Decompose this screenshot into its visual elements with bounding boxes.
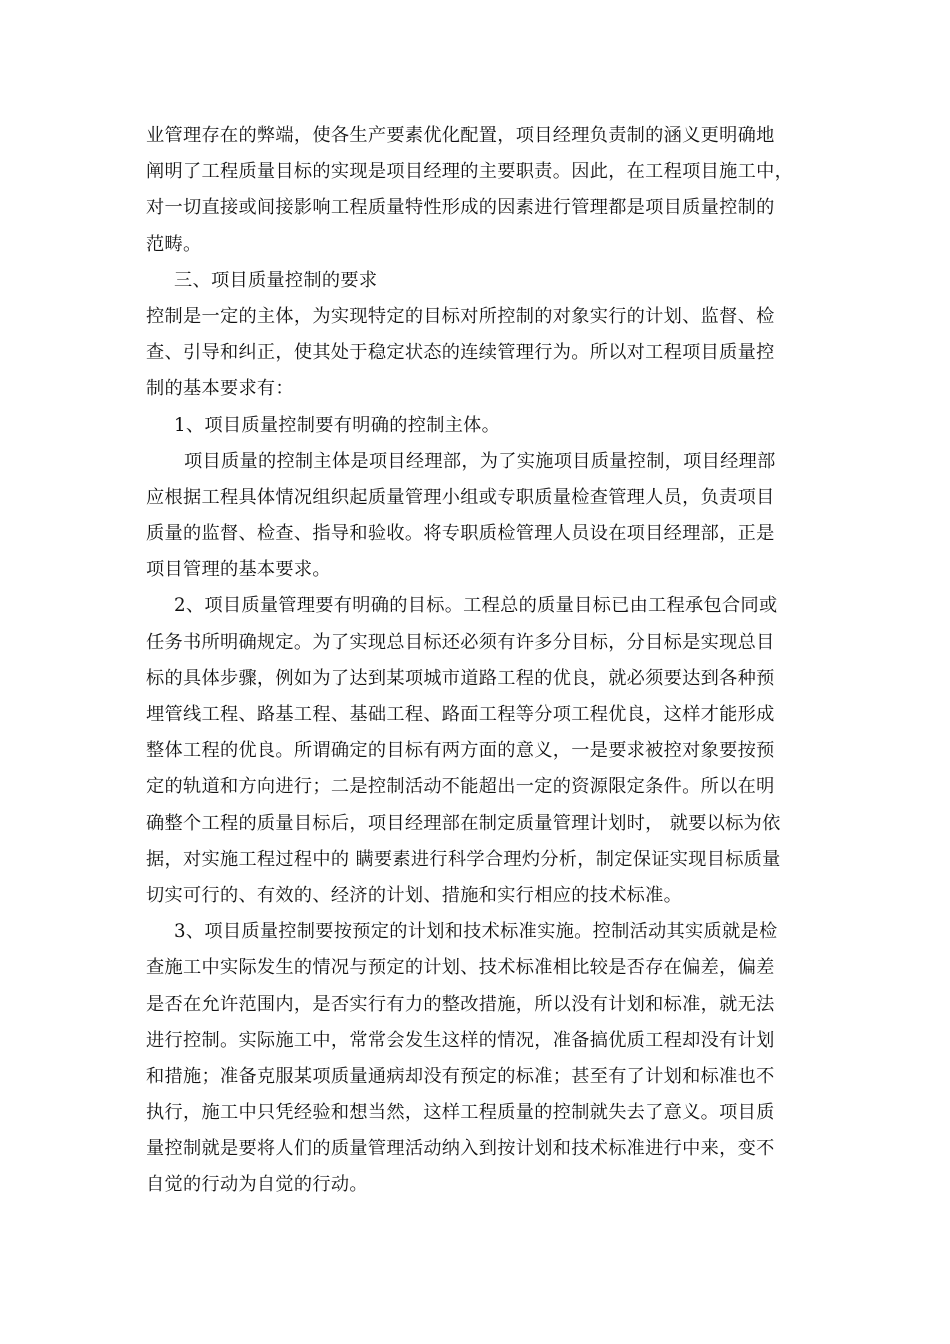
paragraph-line: 业管理存在的弊端，使各生产要素优化配置，项目经理负责制的涵义更明确地 bbox=[146, 125, 775, 146]
paragraph-line: 自觉的行动为自觉的行动。 bbox=[146, 1174, 368, 1196]
paragraph-line: 标的具体步骤，例如为了达到某项城市道路工程的优良，就必须要达到各种预 bbox=[146, 667, 775, 689]
paragraph-line: 任务书所明确规定。为了实现总目标还必须有许多分目标，分目标是实现总目 bbox=[146, 631, 775, 653]
paragraph-line: 制的基本要求有： bbox=[146, 378, 294, 400]
paragraph-line: 切实可行的、有效的、经济的计划、措施和实行相应的技术标准。 bbox=[146, 884, 683, 906]
paragraph-line: 执行，施工中只凭经验和想当然，这样工程质量的控制就失去了意义。项目质 bbox=[146, 1102, 775, 1124]
paragraph-line: 是否在允许范围内，是否实行有力的整改措施，所以没有计划和标准，就无法 bbox=[146, 993, 775, 1015]
paragraph-line: 进行控制。实际施工中，常常会发生这样的情况，准备搞优质工程却没有计划 bbox=[146, 1029, 775, 1051]
paragraph-line: 应根据工程具体情况组织起质量管理小组或专职质量检查管理人员，负责项目 bbox=[146, 486, 775, 508]
paragraph-line-indented: 2、项目质量管理要有明确的目标。工程总的质量目标已由工程承包合同或 bbox=[174, 595, 778, 617]
paragraph-line: 据，对实施工程过程中的 瞒要素进行科学合理灼分析，制定保证实现目标质量 bbox=[146, 848, 781, 870]
paragraph-line: 查施工中实际发生的情况与预定的计划、技术标准相比较是否存在偏差，偏差 bbox=[146, 957, 775, 979]
paragraph-line: 确整个工程的质量目标后，项目经理部在制定质量管理计划时， 就要以标为依 bbox=[146, 812, 781, 834]
paragraph-line: 项目管理的基本要求。 bbox=[146, 559, 331, 581]
paragraph-line: 范畴。 bbox=[146, 233, 202, 255]
paragraph-line: 量控制就是要将人们的质量管理活动纳入到按计划和技术标准进行中来，变不 bbox=[146, 1138, 775, 1160]
paragraph-line: 埋管线工程、路基工程、基础工程、路面工程等分项工程优良，这样才能形成 bbox=[146, 704, 775, 725]
paragraph-line: 控制是一定的主体，为实现特定的目标对所控制的对象实行的计划、监督、检 bbox=[146, 305, 775, 327]
paragraph-line: 和措施；准备克服某项质量通病却没有预定的标准；甚至有了计划和标准也不 bbox=[146, 1065, 775, 1087]
paragraph-line: 整体工程的优良。所谓确定的目标有两方面的意义，一是要求被控对象要按预 bbox=[146, 740, 775, 762]
paragraph-line: 查、引导和纠正，使其处于稳定状态的连续管理行为。所以对工程项目质量控 bbox=[146, 342, 775, 364]
paragraph-line-indented: 三、项目质量控制的要求 bbox=[174, 269, 378, 291]
paragraph-line: 对一切直接或间接影响工程质量特性形成的因素进行管理都是项目质量控制的 bbox=[146, 197, 775, 219]
paragraph-line-indented: 项目质量的控制主体是项目经理部，为了实施项目质量控制，项目经理部 bbox=[184, 450, 776, 472]
paragraph-line-indented: 3、项目质量控制要按预定的计划和技术标准实施。控制活动其实质就是检 bbox=[174, 921, 778, 943]
paragraph-line: 质量的监督、检查、指导和验收。将专职质检管理人员设在项目经理部，正是 bbox=[146, 523, 775, 545]
document-page bbox=[146, 118, 811, 1204]
paragraph-line-indented: 1、项目质量控制要有明确的控制主体。 bbox=[174, 414, 501, 436]
paragraph-line: 阐明了工程质量目标的实现是项目经理的主要职责。因此，在工程项目施工中， bbox=[146, 161, 794, 183]
paragraph-line: 定的轨道和方向进行；二是控制活动不能超出一定的资源限定条件。所以在明 bbox=[146, 776, 775, 798]
